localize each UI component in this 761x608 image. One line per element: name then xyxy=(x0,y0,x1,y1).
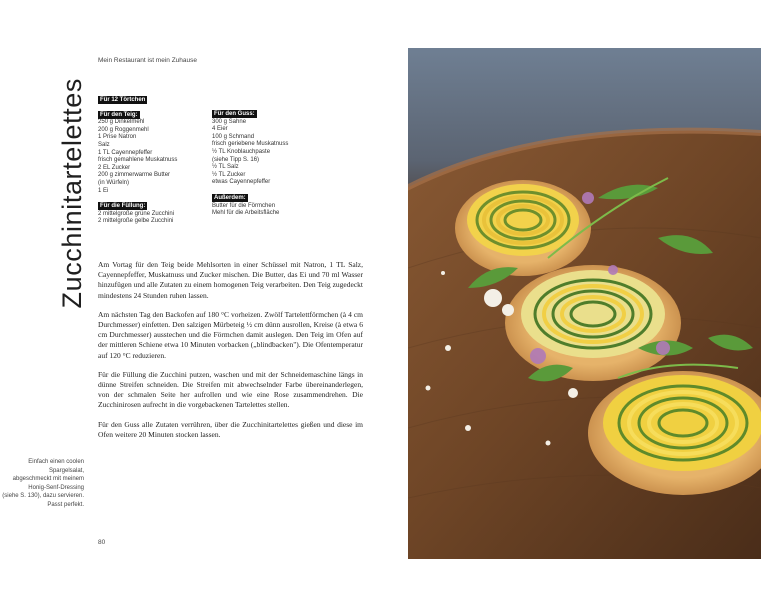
side-note-line: Passt perfekt. xyxy=(47,501,84,508)
dough-item: 200 g zimmerwarme Butter xyxy=(98,172,171,179)
topping-item: etwas Cayennepfeffer xyxy=(212,179,271,186)
side-note-line: Honig-Senf-Dressing xyxy=(28,484,84,491)
extra-item: Mehl für die Arbeitsfläche xyxy=(212,210,280,217)
ingredients-right-column xyxy=(212,110,288,218)
dough-item: 200 g Roggenmehl xyxy=(98,126,149,133)
side-note-line: Spargelsalat, xyxy=(48,467,84,474)
topping-item: (siehe Tipp S. 16) xyxy=(212,156,260,163)
filling-item: 2 mittelgroße gelbe Zucchini xyxy=(98,218,174,225)
dough-heading: Für den Teig: xyxy=(100,111,138,118)
side-note-line: abgeschmeckt mit meinem xyxy=(12,476,84,483)
topping-item: ½ TL Knoblauchpaste xyxy=(212,148,271,155)
topping-item: frisch geriebene Muskatnuss xyxy=(212,141,289,148)
topping-item: 4 Eier xyxy=(212,126,228,133)
ingredients-left-column xyxy=(98,96,177,226)
side-note xyxy=(0,458,84,510)
dough-item: frisch gemahlene Muskatnuss xyxy=(98,157,178,164)
dough-item: 1 Ei xyxy=(98,187,109,194)
servings-label: Für 12 Törtchen xyxy=(100,97,146,103)
dough-item: (in Würfeln) xyxy=(98,179,130,186)
recipe-title xyxy=(52,77,92,308)
dough-item: 1 Prise Natron xyxy=(98,134,137,141)
filling-heading: Für die Füllung: xyxy=(100,203,146,210)
topping-item: 100 g Schmand xyxy=(212,133,255,140)
topping-item: 300 g Sahne xyxy=(212,118,247,125)
method-paragraph: Am nächsten Tag den Backofen auf 180 °C vorheizen. Zwölf Tartelettförmchen (à 4 cm Durchmesser) einfetten. Den salzigen Mürbeteig ½ cm dünn ausrollen, Kreise (à etwa 6 cm Durchmesser) ausstechen und die Förmchen damit auslegen. Den Teig im Ofen auf der mittleren Schiene etwa 10 Minuten vorbacken („blindbacken"). Die Ofentemperatur auf 120 °C reduzieren. xyxy=(98,309,363,360)
food-photo xyxy=(408,48,761,559)
topping-item: ½ TL Salz xyxy=(212,164,239,171)
running-head: Mein Restaurant ist mein Zuhause xyxy=(98,57,197,64)
method-paragraph: Am Vortag für den Teig beide Mehlsorten in einer Schüssel mit Natron, 1 TL Salz, Cayennepfeffer, Muskatnuss und Zucker mischen. Die Butter, das Ei und 70 ml Wasser hinzufügen und alle Zutaten zu einem homogenen Teig verarbeiten. Den Teig zugedeckt mindestens 24 Stunden ruhen lassen. xyxy=(98,260,363,300)
topping-item: ½ TL Zucker xyxy=(212,171,246,178)
side-note-line: (siehe S. 130), dazu servieren. xyxy=(2,493,84,500)
method-paragraph: Für die Füllung die Zucchini putzen, waschen und mit der Schneidemaschine längs in dünne Streifen schneiden. Die Streifen mit abwechselnder Farbe übereinanderlegen, von der schmalen Seite her aufrollen und wie eine Rose zusammendrehen. Die Zucchinirosen aufrecht in die vorgebackenen Tartelettes stellen. xyxy=(98,369,363,410)
side-note-line: Einfach einen coolen xyxy=(28,459,84,465)
recipe-title-text: Zucchinitartelettes xyxy=(56,77,87,308)
method-text xyxy=(98,260,363,449)
extra-heading: Außerdem: xyxy=(214,194,246,201)
method-paragraph: Für den Guss alle Zutaten verrühren, über die Zucchinitartelettes gießen und diese im Ofen weitere 20 Minuten stocken lassen. xyxy=(98,419,363,439)
filling-item: 2 mittelgroße grüne Zucchini xyxy=(98,210,175,217)
dough-item: Salz xyxy=(98,141,110,148)
extra-item: Butter für die Förmchen xyxy=(212,202,276,209)
topping-heading: Für den Guss: xyxy=(214,111,255,117)
dough-item: 2 EL Zucker xyxy=(98,164,131,171)
page-number: 80 xyxy=(98,539,106,546)
dough-item: 1 TL Cayennepfeffer xyxy=(98,149,153,156)
dough-item: 250 g Dinkelmehl xyxy=(98,119,145,126)
